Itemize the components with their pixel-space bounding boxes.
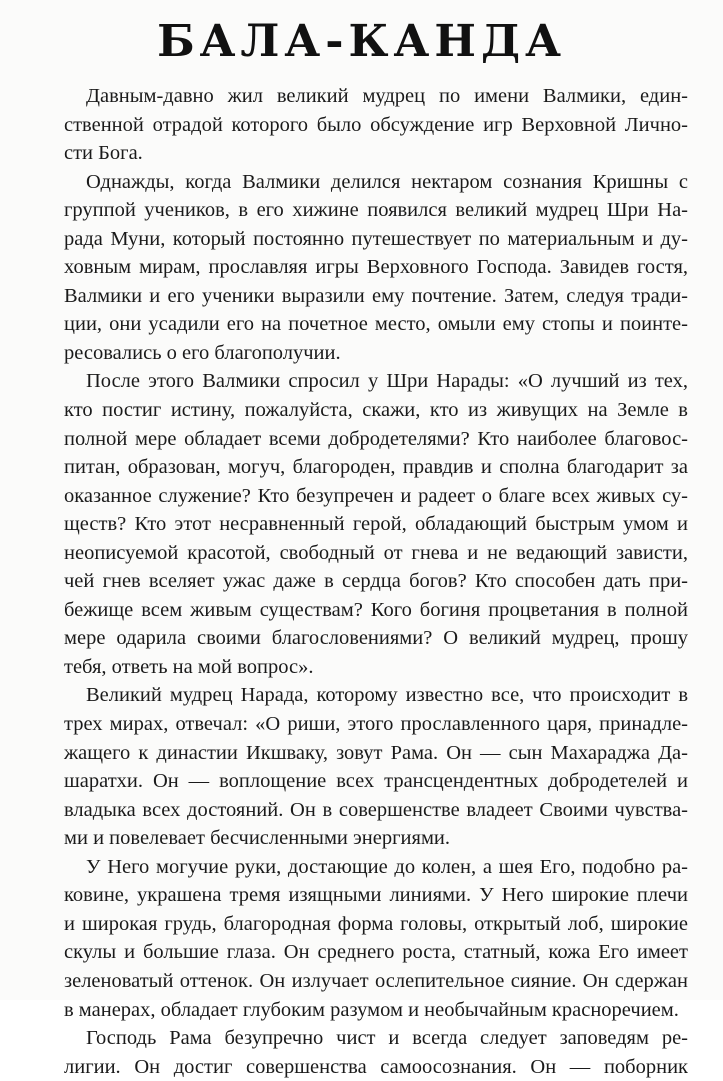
text-line: и широкая грудь, благородная форма головы, открытый лоб, широкие xyxy=(64,912,688,935)
text-line: Господь Рама безупречно чист и всегда следует заповедям ре- xyxy=(86,1027,688,1050)
text-line: лигии. Он достиг совершенства самоосознания. Он — поборник xyxy=(64,1055,688,1078)
text-line: ковине, украшена тремя изящными линиями. У Него широкие плечи xyxy=(64,884,688,907)
text-line: оказанное служение? Кто безупречен и радеет о благе всех живых су- xyxy=(64,484,688,507)
text-line: группой учеников, в его хижине появился великий мудрец Шри На- xyxy=(64,199,688,222)
text-line: сти Бога. xyxy=(64,142,143,165)
text-line: шаратхи. Он — воплощение всех трансцендентных добродетелей и xyxy=(64,770,688,793)
text-line: ресовались о его благополучии. xyxy=(64,341,341,364)
text-line: бежище всем живым существам? Кого богиня процветания в полной xyxy=(64,598,688,621)
text-line: ществ? Кто этот несравненный герой, обладающий быстрым умом и xyxy=(64,513,688,536)
text-line: скулы и большие глаза. Он среднего роста, статный, кожа Его имеет xyxy=(64,941,688,964)
text-line: ховным мирам, прославляя игры Верховного Господа. Завидев гостя, xyxy=(64,256,688,279)
text-line: питан, образован, могуч, благороден, правдив и сполна благодарит за xyxy=(64,456,688,479)
text-line: мере одарила своими благословениями? О великий мудрец, прошу xyxy=(64,627,688,650)
text-line: ции, они усадили его на почетное место, омыли ему стопы и поинте- xyxy=(64,313,688,336)
text-line: Валмики и его ученики выразили ему почтение. Затем, следуя тради- xyxy=(64,284,688,307)
text-line: тебя, ответь на мой вопрос». xyxy=(64,655,314,678)
text-line: в манерах, обладает глубоким разумом и необычайным красноречием. xyxy=(64,998,679,1021)
text-line: У Него могучие руки, достающие до колен, а шея Его, подобно ра- xyxy=(86,855,688,878)
text-line: ми и повелевает бесчисленными энергиями. xyxy=(64,827,451,850)
text-line: чей гнев вселяет ужас даже в сердца богов? Кто способен дать при- xyxy=(64,570,688,593)
text-line: неописуемой красотой, свободный от гнева и не ведающий зависти, xyxy=(64,541,688,564)
text-line: полной мере обладает всеми добродетелями? Кто наиболее благовос- xyxy=(64,427,688,450)
chapter-title: БАЛА-КАНДА xyxy=(157,16,566,67)
text-line: После этого Валмики спросил у Шри Нарады: «О лучший из тех, xyxy=(86,370,688,393)
text-line: ственной отрадой которого было обсуждение игр Верховной Лично- xyxy=(64,113,688,136)
text-line: рада Муни, который постоянно путешествует по материальным и ду- xyxy=(64,227,688,250)
text-line: Великий мудрец Нарада, которому известно все, что происходит в xyxy=(86,684,688,707)
text-line: владыка всех достояний. Он в совершенстве владеет Своими чувства- xyxy=(64,798,688,821)
text-line: жащего к династии Икшваку, зовут Рама. Он — сын Махараджа Да- xyxy=(64,741,688,764)
text-line: трех мирах, отвечал: «О риши, этого прославленного царя, принадле- xyxy=(64,713,688,736)
text-line: зеленоватый оттенок. Он излучает ослепительное сияние. Он сдержан xyxy=(64,969,688,992)
body-text xyxy=(64,82,688,1081)
text-line: Однажды, когда Валмики делился нектаром сознания Кришны с xyxy=(86,170,688,193)
text-line: кто постиг истину, пожалуйста, скажи, кто из живущих на Земле в xyxy=(64,399,688,422)
text-line: Давным-давно жил великий мудрец по имени Валмики, един- xyxy=(86,85,688,107)
